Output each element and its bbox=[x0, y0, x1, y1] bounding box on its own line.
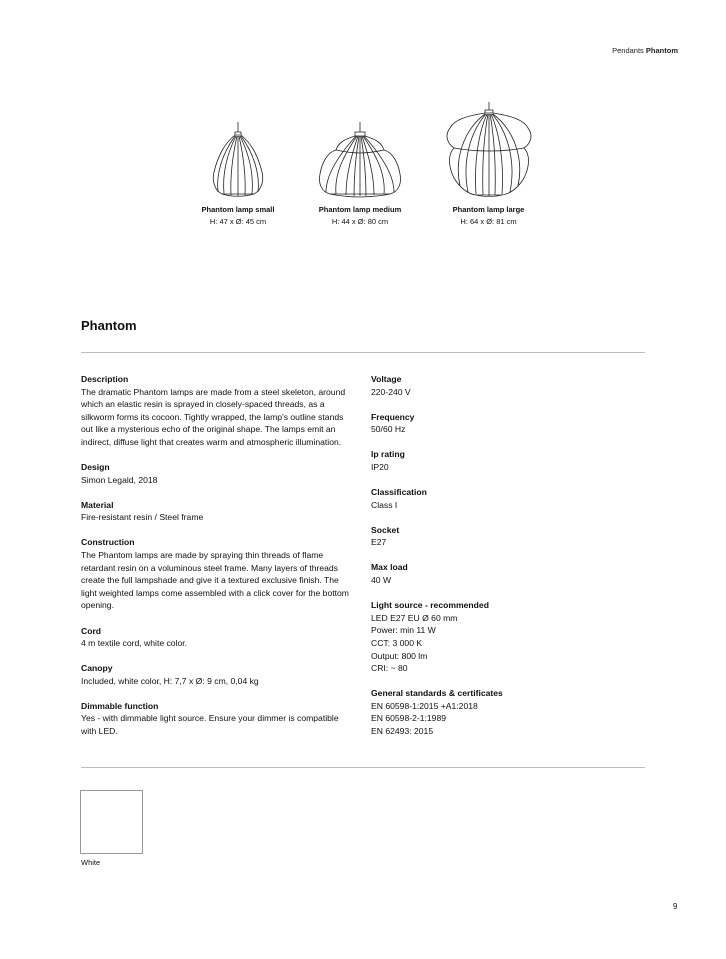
lamp-small bbox=[188, 122, 288, 226]
spec-value: EN 60598-2-1:1989 bbox=[371, 713, 447, 724]
spec-canopy bbox=[81, 662, 353, 687]
spec-label: Cord bbox=[81, 625, 102, 636]
spec-value: Included, white color, H: 7,7 x Ø: 9 cm, 0,04 kg bbox=[81, 675, 259, 686]
spec-dimmable-function bbox=[81, 700, 353, 738]
lamp-medium-drawing bbox=[314, 122, 406, 202]
color-swatch-white bbox=[80, 790, 143, 854]
swatch-label: White bbox=[81, 858, 101, 867]
product-title: Phantom bbox=[81, 318, 137, 333]
lamp-medium-dimensions: H: 44 x Ø: 80 cm bbox=[331, 217, 389, 226]
top-divider bbox=[81, 352, 645, 353]
spec-value: Power: min 11 W bbox=[371, 625, 436, 636]
spec-label: Canopy bbox=[81, 663, 113, 674]
spec-value: The dramatic Phantom lamps are made from a steel skeleton, around which an elastic resin is sprayed in closely-spaced threads, as a silkworm forms its cocoon. Tightly wrapped, the lamp's outline stands out like a mysterious echo of the original shape. The lamps emit an indirect, diffuse light that creates warm and atmospheric illumination. bbox=[81, 386, 346, 447]
spec-ip-rating bbox=[371, 448, 631, 473]
spec-label: Light source - recommended bbox=[371, 600, 489, 611]
spec-material bbox=[81, 499, 353, 524]
spec-label: Material bbox=[81, 499, 114, 510]
header-category: Pendants bbox=[612, 46, 644, 55]
spec-design bbox=[81, 461, 353, 486]
spec-value: EN 60598-1:2015 +A1:2018 bbox=[371, 700, 478, 711]
lamp-illustrations bbox=[0, 0, 726, 240]
spec-label: Dimmable function bbox=[81, 700, 159, 711]
lamp-large bbox=[436, 102, 541, 226]
spec-label: Classification bbox=[371, 487, 427, 498]
lamp-large-name: Phantom lamp large bbox=[452, 205, 525, 214]
header-product: Phantom bbox=[645, 46, 678, 55]
spec-construction bbox=[81, 536, 353, 612]
specs-right-column bbox=[371, 373, 631, 750]
spec-cord bbox=[81, 625, 353, 650]
spec-value: The Phantom lamps are made by spraying thin threads of flame retardant resin on a voluminous steel frame. Many layers of threads create the full lampshade and give it a textured exclusive finish. The light weighted lamps come assembled with a click cover for the bottom opening. bbox=[81, 550, 349, 611]
spec-value: Fire-resistant resin / Steel frame bbox=[81, 512, 204, 523]
lamp-large-drawing bbox=[442, 102, 536, 202]
spec-value: 220-240 V bbox=[371, 386, 411, 397]
spec-max-load bbox=[371, 561, 631, 586]
specs-left-column bbox=[81, 373, 353, 750]
spec-label: Description bbox=[81, 374, 129, 384]
spec-value: E27 bbox=[371, 537, 387, 548]
spec-value: Output: 800 lm bbox=[371, 650, 428, 661]
spec-label: Construction bbox=[81, 537, 135, 548]
lamp-small-dimensions: H: 47 x Ø: 45 cm bbox=[209, 217, 267, 226]
lamp-small-name: Phantom lamp small bbox=[201, 205, 275, 214]
bottom-divider bbox=[81, 767, 645, 768]
lamp-small-drawing bbox=[208, 122, 268, 202]
spec-label: General standards & certificates bbox=[371, 688, 503, 699]
spec-label: Voltage bbox=[371, 374, 402, 384]
spec-value: CRI: ~ 80 bbox=[371, 663, 408, 674]
spec-label: Frequency bbox=[371, 411, 415, 422]
spec-value: LED E27 EU Ø 60 mm bbox=[371, 612, 458, 623]
spec-value: 40 W bbox=[371, 575, 392, 586]
spec-value: CCT: 3 000 K bbox=[371, 637, 423, 648]
spec-label: Design bbox=[81, 462, 110, 473]
lamp-large-dimensions: H: 64 x Ø: 81 cm bbox=[460, 217, 517, 226]
spec-value: Yes - with dimmable light source. Ensure your dimmer is compatible with LED. bbox=[81, 713, 339, 737]
spec-frequency bbox=[371, 411, 631, 436]
spec-general-standards-certificates bbox=[371, 687, 631, 737]
spec-label: Max load bbox=[371, 562, 408, 573]
page-number: 9 bbox=[673, 902, 678, 911]
lamp-medium bbox=[305, 122, 415, 226]
spec-value: Class I bbox=[371, 499, 398, 510]
spec-value: IP20 bbox=[371, 461, 389, 472]
spec-value: 50/60 Hz bbox=[371, 424, 406, 435]
spec-value: 4 m textile cord, white color. bbox=[81, 638, 188, 649]
spec-voltage bbox=[371, 373, 631, 398]
spec-value: Simon Legald, 2018 bbox=[81, 474, 158, 485]
spec-label: Socket bbox=[371, 524, 400, 535]
spec-classification bbox=[371, 486, 631, 511]
spec-description bbox=[81, 373, 353, 449]
spec-socket bbox=[371, 524, 631, 549]
spec-value: EN 62493: 2015 bbox=[371, 725, 434, 736]
lamp-medium-name: Phantom lamp medium bbox=[318, 205, 402, 214]
spec-label: Ip rating bbox=[371, 449, 405, 460]
spec-light-source-recommended bbox=[371, 599, 631, 675]
